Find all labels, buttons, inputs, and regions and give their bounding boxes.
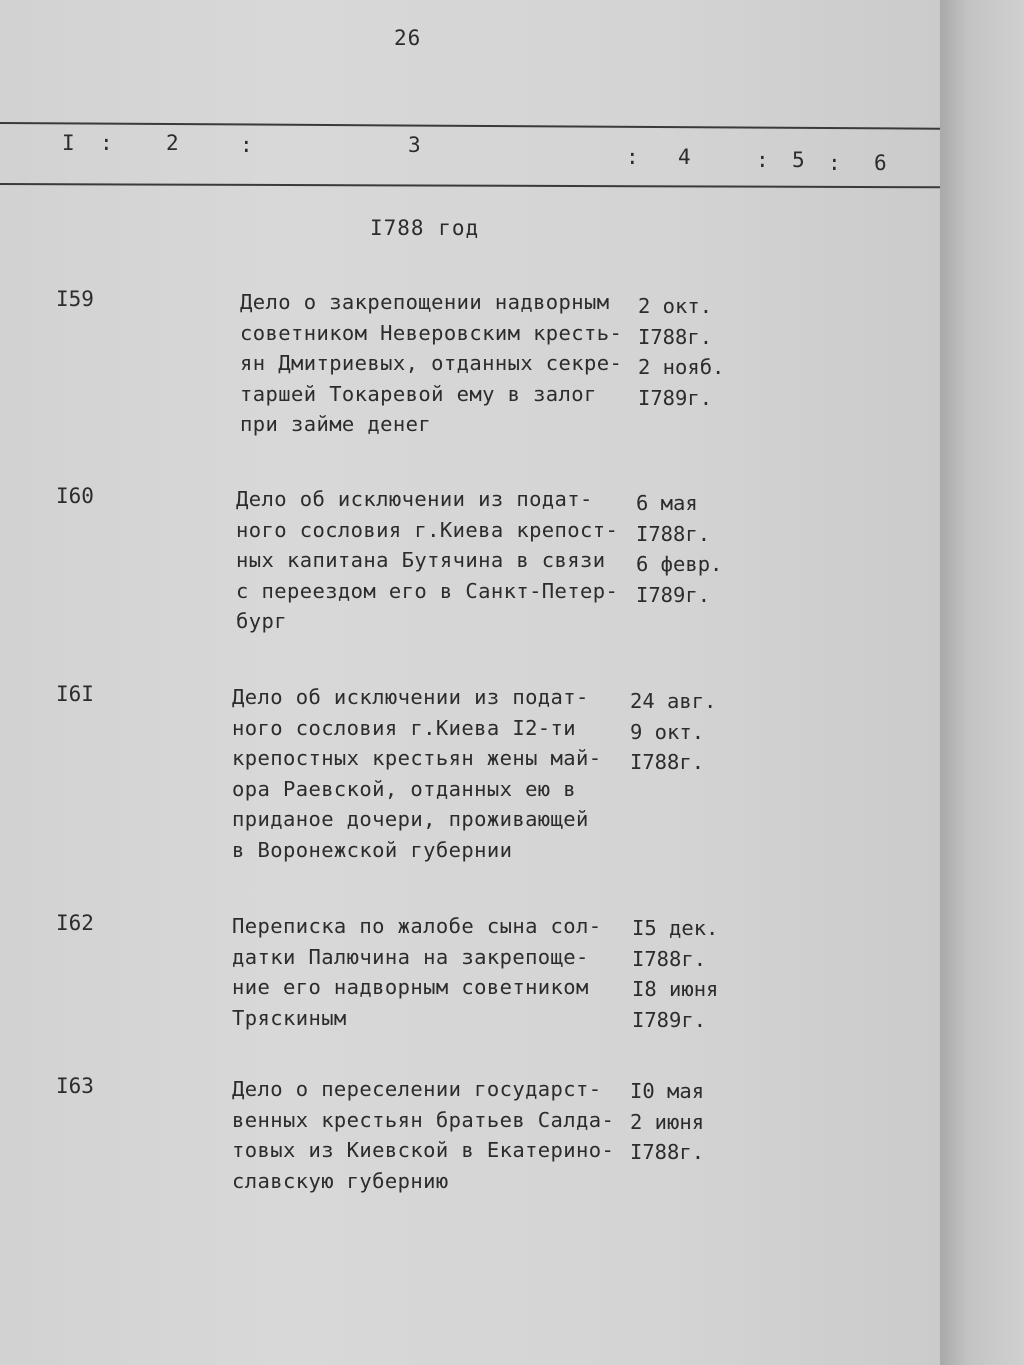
date-line: 24 авг. <box>630 689 717 713</box>
column-header-4: 4 <box>678 145 691 169</box>
column-header-3: 3 <box>408 133 421 157</box>
date-line: I788г. <box>636 521 711 546</box>
entry-description <box>232 911 632 1033</box>
description-line: славскую губернию <box>232 1168 449 1193</box>
column-header-1: I <box>62 131 75 155</box>
date-line: I789г. <box>636 582 711 607</box>
description-line: советником Неверовским кресть- <box>240 320 623 345</box>
column-header-5: 5 <box>792 148 805 172</box>
entry-description <box>236 484 636 637</box>
description-line: таршей Токаревой ему в залог <box>240 381 597 406</box>
date-line: I788г. <box>638 324 713 349</box>
entry-description <box>240 287 640 440</box>
description-line: Дело об исключении из подат- <box>236 487 593 511</box>
description-line: Дело об исключении из подат- <box>232 685 589 709</box>
description-line: датки Палючина на закрепоще- <box>232 944 589 969</box>
description-line: Переписка по жалобе сына сол- <box>232 914 602 938</box>
entry-dates <box>636 488 746 610</box>
background-surface <box>940 0 1024 1365</box>
date-line: 6 февр. <box>636 552 723 577</box>
entry-description <box>232 682 632 866</box>
column-separator: : <box>828 151 841 175</box>
entry-dates <box>632 913 742 1035</box>
date-line: I788г. <box>630 750 705 775</box>
date-line: 2 нояб. <box>638 355 725 380</box>
date-line: I789г. <box>632 1007 707 1032</box>
date-line: I0 мая <box>630 1079 705 1103</box>
column-header-6: 6 <box>874 151 887 175</box>
date-line: 9 окт. <box>630 719 705 744</box>
date-line: I5 дек. <box>632 916 719 940</box>
description-line: ора Раевской, отданных ею в <box>232 776 577 801</box>
entry-dates <box>630 686 740 778</box>
date-line: 2 окт. <box>638 294 713 318</box>
entry-description <box>232 1074 632 1196</box>
date-line: 2 июня <box>630 1109 705 1134</box>
entry-dates <box>630 1076 740 1168</box>
entry-number: I62 <box>56 911 94 935</box>
description-line: ние его надворным советником <box>232 975 589 1000</box>
header-rule-top <box>0 122 940 130</box>
entry-number: I59 <box>56 287 94 311</box>
date-line: I788г. <box>630 1140 705 1165</box>
page-number: 26 <box>394 26 422 50</box>
description-line: ных капитана Бутячина в связи <box>236 548 606 573</box>
entry-number: I6I <box>56 682 94 706</box>
description-line: Дело о закрепощении надворным <box>240 290 610 314</box>
description-line: ян Дмитриевых, отданных секре- <box>240 351 623 376</box>
year-heading: I788 год <box>370 216 480 240</box>
description-line: Дело о переселении государст- <box>232 1077 602 1101</box>
date-line: I789г. <box>638 385 713 410</box>
description-line: бург <box>236 609 287 634</box>
header-rule-bottom <box>0 183 940 188</box>
entry-number: I63 <box>56 1074 94 1098</box>
date-line: 6 мая <box>636 491 698 515</box>
entry-number: I60 <box>56 484 94 508</box>
description-line: товых из Киевской в Екатерино- <box>232 1138 615 1163</box>
column-separator: : <box>100 131 113 155</box>
date-line: I788г. <box>632 946 707 971</box>
description-line: Тряскиным <box>232 1005 347 1030</box>
column-separator: : <box>756 148 769 172</box>
description-line: венных крестьян братьев Салда- <box>232 1107 615 1132</box>
description-line: ного сословия г.Киева I2-ти <box>232 715 577 740</box>
description-line: с переездом его в Санкт-Петер- <box>236 578 619 603</box>
entry-dates <box>638 291 748 413</box>
date-line: I8 июня <box>632 977 719 1002</box>
column-header-2: 2 <box>166 131 179 155</box>
description-line: приданое дочери, проживающей <box>232 807 589 832</box>
description-line: ного сословия г.Киева крепост- <box>236 517 619 542</box>
column-separator: : <box>240 133 253 157</box>
description-line: при займе денег <box>240 412 432 437</box>
description-line: в Воронежской губернии <box>232 837 513 862</box>
column-separator: : <box>626 145 639 169</box>
description-line: крепостных крестьян жены май- <box>232 746 602 771</box>
